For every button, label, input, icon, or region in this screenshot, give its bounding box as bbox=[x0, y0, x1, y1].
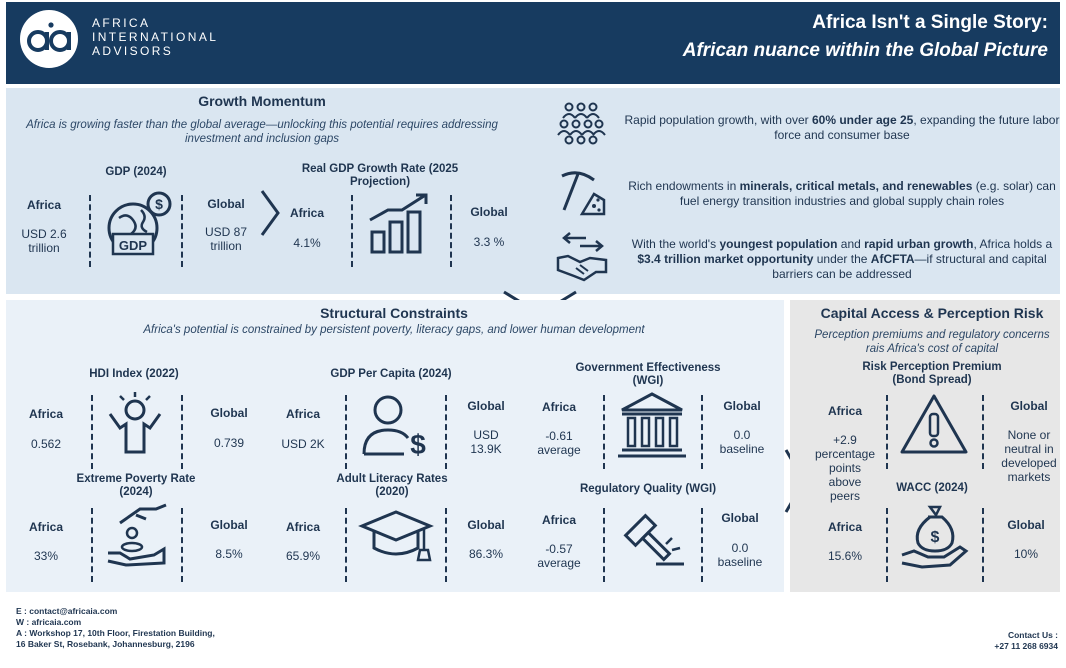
graduation-cap-icon bbox=[358, 506, 434, 566]
gdp-per-capita-africa-label: Africa bbox=[285, 407, 320, 421]
person-money-icon bbox=[358, 390, 434, 460]
aia-logo-icon bbox=[20, 10, 78, 68]
divider bbox=[89, 195, 91, 267]
brand-line-1: AFRICA bbox=[92, 16, 151, 30]
poverty-global-label: Global bbox=[210, 518, 248, 532]
structural-subtitle: Africa's potential is constrained by persistent poverty, literacy gaps, and lower human development bbox=[143, 324, 645, 336]
growth-rate-title: Real GDP Growth Rate (2025 Projection) bbox=[301, 163, 459, 188]
literacy-africa-value: 65.9% bbox=[285, 549, 321, 563]
capital-subtitle: Perception premiums and regulatory concerns rais Africa's cost of capital bbox=[814, 329, 1050, 355]
growth-rate-global-value: 3.3 % bbox=[473, 235, 505, 249]
literacy-global-label: Global bbox=[467, 518, 505, 532]
literacy-africa-label: Africa bbox=[285, 520, 320, 534]
divider bbox=[886, 395, 888, 469]
divider bbox=[603, 508, 605, 582]
svg-text:$: $ bbox=[410, 429, 426, 460]
growth-rate-global-label: Global bbox=[470, 205, 508, 219]
footer-address-line-2: 16 Baker St, Rosebank, Johannesburg, 2196 bbox=[16, 639, 195, 649]
risk-premium-global-value: None or neutral in developed markets bbox=[1001, 428, 1057, 484]
literacy-global-value: 86.3% bbox=[468, 547, 504, 561]
risk-premium-title: Risk Perception Premium (Bond Spread) bbox=[862, 361, 1002, 386]
brand-line-3: ADVISORS bbox=[92, 44, 174, 58]
hdi-africa-label: Africa bbox=[28, 407, 63, 421]
page-subtitle: African nuance within the Global Picture bbox=[682, 40, 1048, 61]
gov-effectiveness-title: Government Effectiveness (WGI) bbox=[575, 362, 721, 387]
regulatory-quality-title: Regulatory Quality (WGI) bbox=[579, 483, 717, 495]
wacc-global-label: Global bbox=[1007, 518, 1045, 532]
hdi-global-label: Global bbox=[210, 406, 248, 420]
risk-premium-africa-label: Africa bbox=[827, 404, 862, 418]
divider bbox=[603, 395, 605, 469]
gdp-per-capita-africa-value: USD 2K bbox=[281, 437, 325, 451]
footer-contact-label: Contact Us : bbox=[1007, 630, 1058, 640]
gdp-africa-label: Africa bbox=[26, 198, 61, 212]
divider bbox=[982, 395, 984, 469]
page-title-block bbox=[683, 10, 1048, 66]
globe-money-icon bbox=[101, 190, 179, 262]
chevron-right-icon bbox=[258, 188, 282, 238]
divider bbox=[91, 508, 93, 582]
brand-name bbox=[92, 16, 218, 58]
warning-triangle-icon bbox=[898, 392, 970, 458]
bullet-market: With the world's youngest population and rapid urban growth, Africa holds a $3.4 trillion market opportunity under the AfCFTA—if structural and capital barriers can be addressed bbox=[631, 237, 1053, 281]
gdp-global-label: Global bbox=[207, 197, 245, 211]
footer-email[interactable]: E : contact@africaia.com bbox=[16, 606, 118, 616]
hdi-africa-value: 0.562 bbox=[30, 437, 62, 451]
gdp-global-value: USD 87 trillion bbox=[204, 225, 248, 253]
divider bbox=[351, 195, 353, 267]
footer-website[interactable]: W : africaia.com bbox=[16, 617, 82, 627]
bullet-population: Rapid population growth, with over 60% under age 25, expanding the future labor force and consumer base bbox=[624, 113, 1060, 142]
divider bbox=[181, 508, 183, 582]
regulatory-quality-global-label: Global bbox=[721, 511, 759, 525]
gov-effectiveness-global-value: 0.0 baseline bbox=[719, 428, 765, 456]
poverty-global-value: 8.5% bbox=[215, 547, 243, 561]
brand-line-2: INTERNATIONAL bbox=[92, 30, 219, 44]
divider bbox=[450, 195, 452, 267]
pickaxe-minerals-icon bbox=[556, 166, 608, 218]
capital-title: Capital Access & Perception Risk bbox=[820, 305, 1044, 321]
gdp-per-capita-global-label: Global bbox=[467, 399, 505, 413]
gavel-icon bbox=[618, 508, 688, 568]
poverty-africa-value: 33% bbox=[33, 549, 59, 563]
bullet-minerals: Rich endowments in minerals, critical metals, and renewables (e.g. solar) can fuel energy transition industries and global supply chain roles bbox=[628, 179, 1056, 208]
header-banner bbox=[6, 2, 1060, 84]
literacy-title: Adult Literacy Rates (2020) bbox=[336, 473, 448, 498]
divider bbox=[181, 195, 183, 267]
money-bag-hand-icon bbox=[900, 503, 970, 571]
wacc-global-value: 10% bbox=[1013, 547, 1039, 561]
person-celebrating-icon bbox=[104, 390, 166, 460]
gdp-africa-value: USD 2.6 trillion bbox=[21, 227, 67, 255]
gov-effectiveness-africa-value: -0.61 average bbox=[537, 429, 581, 457]
footer-phone[interactable]: +27 11 268 6934 bbox=[994, 641, 1058, 651]
divider bbox=[886, 508, 888, 582]
footer-contact-us bbox=[994, 630, 1058, 652]
wacc-title: WACC (2024) bbox=[896, 482, 968, 494]
footer-address-line-1: A : Workshop 17, 10th Floor, Firestation Building, bbox=[16, 628, 215, 638]
divider bbox=[982, 508, 984, 582]
divider bbox=[345, 508, 347, 582]
divider bbox=[91, 395, 93, 469]
bar-chart-growth-icon bbox=[366, 190, 434, 256]
risk-premium-global-label: Global bbox=[1010, 399, 1048, 413]
gdp-per-capita-global-value: USD 13.9K bbox=[470, 428, 502, 456]
government-building-icon bbox=[618, 390, 686, 460]
divider bbox=[445, 395, 447, 469]
divider bbox=[701, 395, 703, 469]
divider bbox=[345, 395, 347, 469]
footer-contact-details bbox=[16, 606, 215, 650]
wacc-africa-label: Africa bbox=[827, 520, 862, 534]
risk-premium-africa-value: +2.9 percentage points above peers bbox=[814, 433, 876, 503]
growth-title: Growth Momentum bbox=[198, 93, 326, 109]
gdp-title: GDP (2024) bbox=[105, 166, 167, 178]
poverty-africa-label: Africa bbox=[28, 520, 63, 534]
regulatory-quality-africa-value: -0.57 average bbox=[537, 542, 581, 570]
gov-effectiveness-africa-label: Africa bbox=[541, 400, 576, 414]
divider bbox=[181, 395, 183, 469]
hdi-global-value: 0.739 bbox=[213, 436, 245, 450]
poverty-title: Extreme Poverty Rate (2024) bbox=[76, 473, 196, 498]
population-icon bbox=[556, 100, 606, 150]
regulatory-quality-africa-label: Africa bbox=[541, 513, 576, 527]
svg-text:$: $ bbox=[155, 196, 163, 212]
gdp-icon-text: GDP bbox=[118, 238, 148, 253]
growth-subtitle: Africa is growing faster than the global average—unlocking this potential requires addressing investment and inclusion gaps bbox=[26, 119, 498, 145]
structural-title: Structural Constraints bbox=[320, 305, 468, 321]
gdp-per-capita-title: GDP Per Capita (2024) bbox=[330, 368, 452, 380]
page-title: Africa Isn't a Single Story: bbox=[812, 12, 1048, 33]
wacc-africa-value: 15.6% bbox=[827, 549, 863, 563]
divider bbox=[445, 508, 447, 582]
svg-text:$: $ bbox=[930, 529, 940, 546]
hdi-title: HDI Index (2022) bbox=[89, 368, 179, 380]
divider bbox=[701, 508, 703, 582]
gov-effectiveness-global-label: Global bbox=[723, 399, 761, 413]
growth-rate-africa-label: Africa bbox=[289, 206, 324, 220]
regulatory-quality-global-value: 0.0 baseline bbox=[717, 541, 763, 569]
handshake-icon bbox=[556, 232, 610, 282]
hand-coin-icon bbox=[106, 503, 172, 569]
growth-rate-africa-value: 4.1% bbox=[293, 236, 321, 250]
